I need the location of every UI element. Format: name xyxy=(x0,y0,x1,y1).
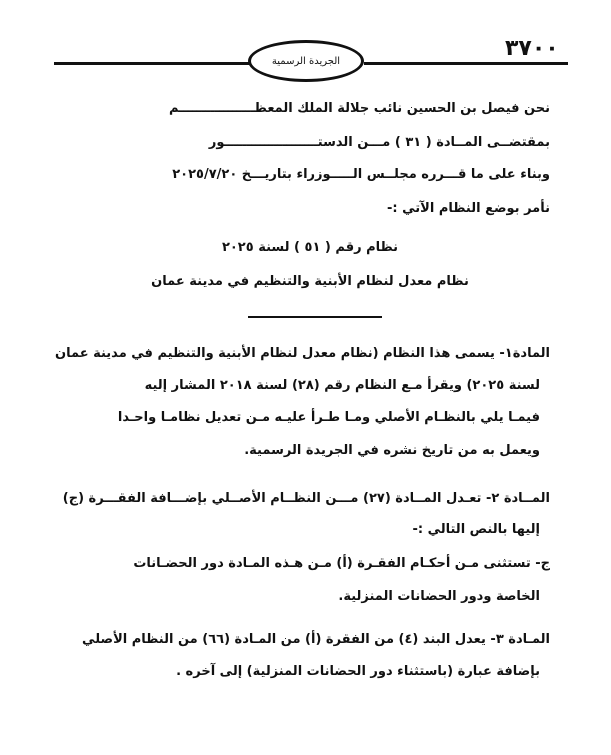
article-3-line: المـادة ٣- يعدل البند (٤) من الفقرة (أ) من المـادة (٦٦) من النظام الأصلي xyxy=(82,632,550,647)
article-3-line: بإضافة عبارة (باستثناء دور الحضانات المنزلية) إلى آخره . xyxy=(176,664,540,679)
regulation-title: نظام معدل لنظام الأبنية والتنظيم في مدينة عمان xyxy=(151,274,469,289)
preamble-line: نحن فيصل بن الحسين نائب جلالة الملك المعظـــــــــــــــــم xyxy=(168,101,550,116)
gazette-title: الجريدة الرسمية xyxy=(271,55,341,67)
article-2-line: المــادة ٢- تعـدل المــادة (٢٧) مـــن النظــام الأصــلي بإضـــافة الفقـــرة (ج) xyxy=(62,491,550,506)
regulation-number: نظام رقم ( ٥١ ) لسنة ٢٠٢٥ xyxy=(221,240,399,255)
article-2-clause-c: ج- تستثنى مـن أحكـام الفقـرة (أ) مـن هـذه المـادة دور الحضـانات xyxy=(133,556,550,571)
article-1-line: لسنة ٢٠٢٥) ويقرأ مـع النظام رقم (٢٨) لسنة ٢٠١٨ المشار إليه xyxy=(144,378,540,393)
header-rule-right xyxy=(364,62,568,65)
article-1-line: ويعمل به من تاريخ نشره في الجريدة الرسمية. xyxy=(244,443,540,458)
header-rule-left xyxy=(54,62,250,65)
page-number: ٣٧٠٠ xyxy=(505,36,559,61)
article-2-line: الخاصة ودور الحضانات المنزلية. xyxy=(338,589,540,604)
article-1-line: فيمـا يلي بالنظـام الأصلي ومـا طـرأ عليـه مـن تعديل نظامـا واحـدا xyxy=(117,410,540,425)
gazette-masthead xyxy=(248,40,364,82)
article-1-line: المادة١- يسمى هذا النظام (نظام معدل لنظام الأبنية والتنظيم في مدينة عمان xyxy=(55,346,550,361)
title-underline xyxy=(248,316,382,318)
article-2-line: إليها بالنص التالي :- xyxy=(412,522,540,537)
preamble-line: بمقتضــى المــادة ( ٣١ ) مـــن الدستـــــــــــــــــــــور xyxy=(208,135,550,150)
preamble-line: وبناء على ما قـــرره مجلــس الـــــوزراء بتاريـــخ ٢٠٢٥/٧/٢٠ xyxy=(172,167,550,182)
preamble-line: نأمر بوضع النظام الآتي :- xyxy=(387,201,550,216)
